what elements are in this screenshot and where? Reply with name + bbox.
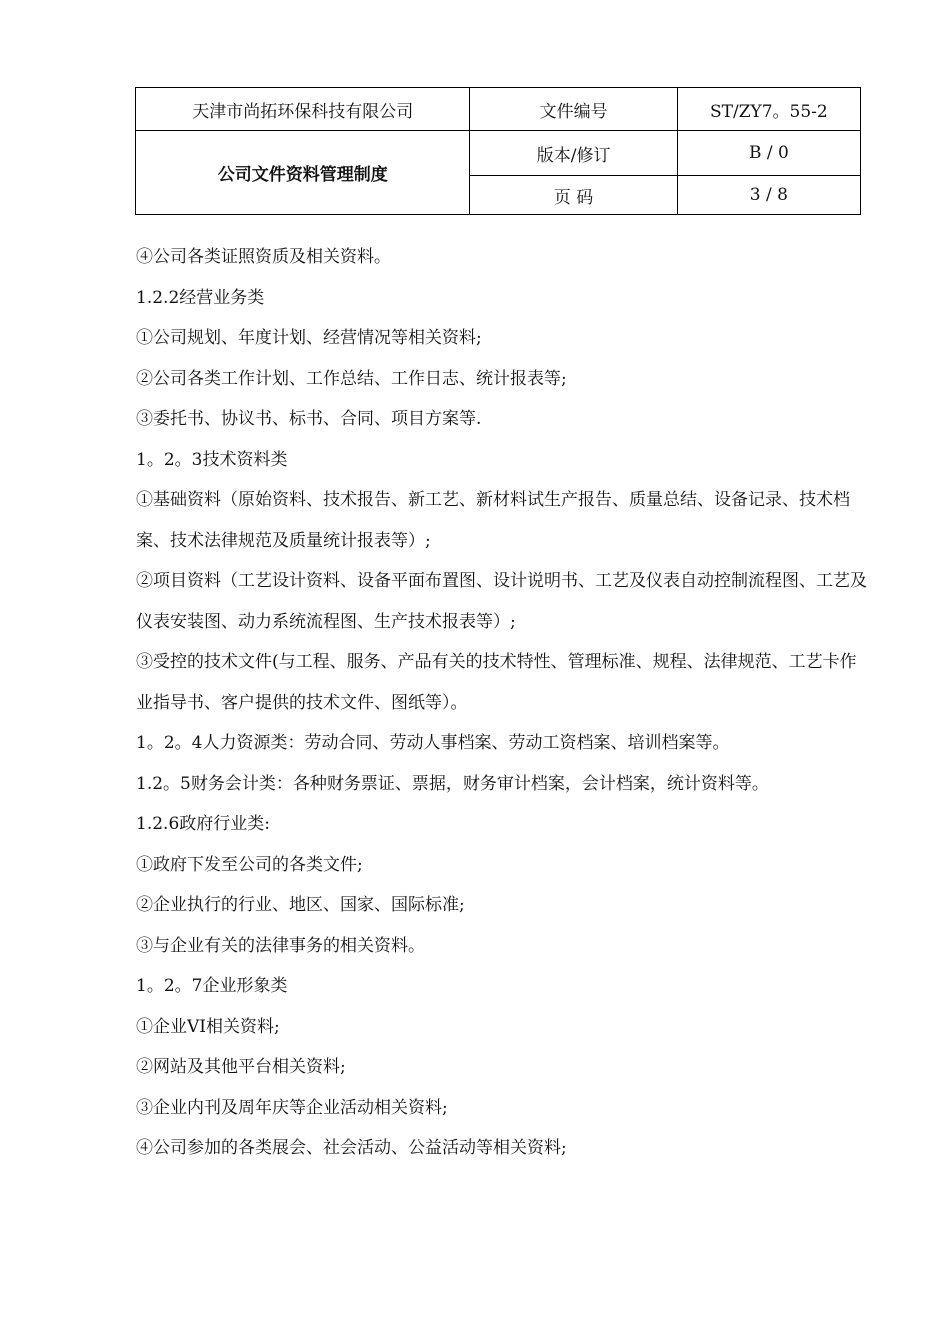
paragraph: ②项目资料（工艺设计资料、设备平面布置图、设计说明书、工艺及仪表自动控制流程图、工艺及仪表安装图、动力系统流程图、生产技术报表等）; xyxy=(136,571,867,632)
paragraph: ③委托书、协议书、标书、合同、项目方案等. xyxy=(136,409,482,429)
paragraph: ②网站及其他平台相关资料; xyxy=(136,1057,346,1077)
document-title: 公司文件资料管理制度 xyxy=(136,131,470,215)
paragraph: ④公司参加的各类展会、社会活动、公益活动等相关资料; xyxy=(136,1138,567,1158)
page-value: 3 / 8 xyxy=(677,176,860,215)
paragraph: 1.2。5财务会计类：各种财务票证、票据，财务审计档案，会计档案，统计资料等。 xyxy=(136,773,769,794)
paragraph: ③受控的技术文件(与工程、服务、产品有关的技术特性、管理标准、规程、法律规范、工艺卡作业指导书、客户提供的技术文件、图纸等）。 xyxy=(136,652,857,713)
paragraph: ①政府下发至公司的各类文件; xyxy=(136,854,363,875)
section-heading: 1。2。7企业形象类 xyxy=(136,976,288,996)
paragraph: ④公司各类证照资质及相关资料。 xyxy=(136,247,391,267)
paragraph: ①企业VI相关资料; xyxy=(136,1016,280,1037)
company-name: 天津市尚拓环保科技有限公司 xyxy=(136,88,470,131)
paragraph: 1。2。4人力资源类：劳动合同、劳动人事档案、劳动工资档案、培训档案等。 xyxy=(136,733,730,753)
section-heading: 1.2.6政府行业类: xyxy=(136,814,270,834)
paragraph: ②企业执行的行业、地区、国家、国际标准; xyxy=(136,895,465,915)
paragraph: ①公司规划、年度计划、经营情况等相关资料; xyxy=(136,328,482,348)
document-body xyxy=(136,237,870,1169)
section-heading: 1.2.2经营业务类 xyxy=(136,287,265,308)
paragraph: ②公司各类工作计划、工作总结、工作日志、统计报表等; xyxy=(136,368,567,389)
version-value: B / 0 xyxy=(677,131,860,176)
page-label: 页 码 xyxy=(470,176,677,215)
section-heading: 1。2。3技术资料类 xyxy=(136,449,288,470)
document-header-table xyxy=(135,87,861,215)
version-label: 版本/修订 xyxy=(470,131,677,176)
paragraph: ③企业内刊及周年庆等企业活动相关资料; xyxy=(136,1097,448,1118)
paragraph: ①基础资料（原始资料、技术报告、新工艺、新材料试生产报告、质量总结、设备记录、技术档案、技术法律规范及质量统计报表等）; xyxy=(136,490,850,551)
doc-number-value: ST/ZY7。55-2 xyxy=(677,88,860,131)
doc-number-label: 文件编号 xyxy=(470,88,677,131)
paragraph: ③与企业有关的法律事务的相关资料。 xyxy=(136,935,425,956)
